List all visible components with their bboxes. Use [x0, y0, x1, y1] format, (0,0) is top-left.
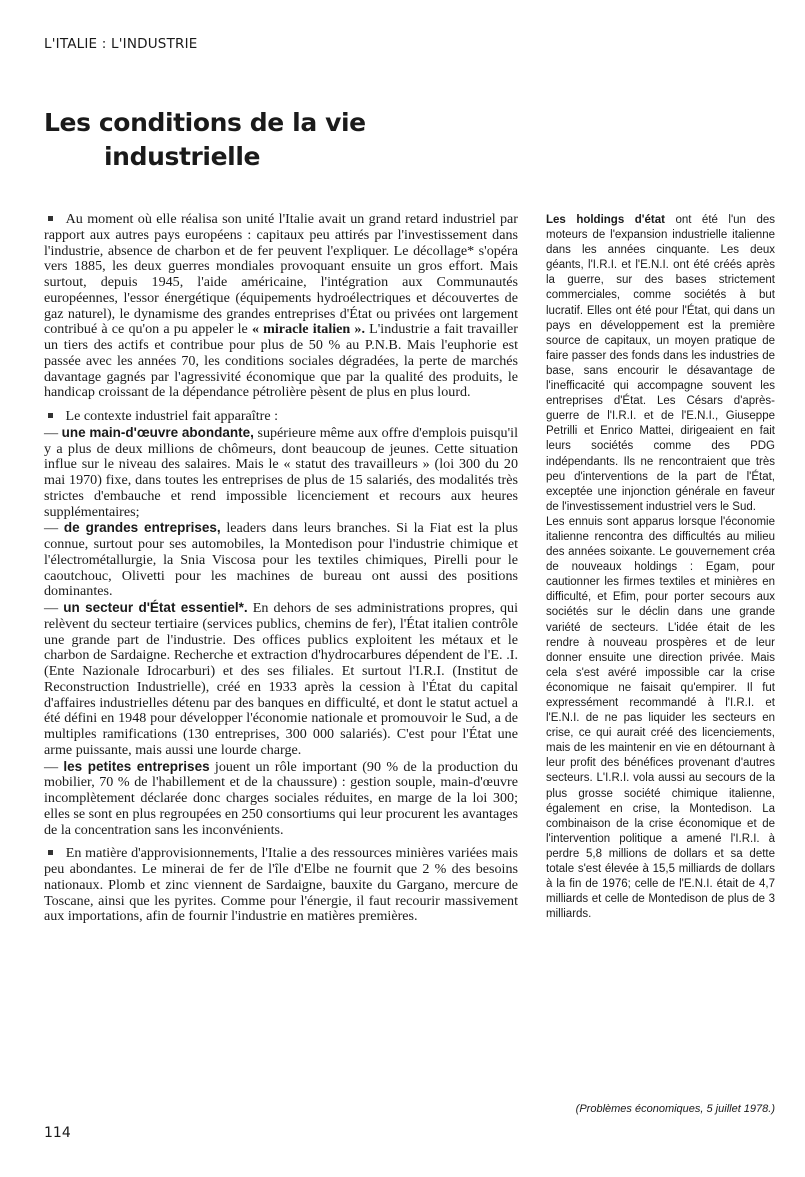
item-large-companies-text: leaders dans leurs branches. Si la Fiat est la plus connue, surtout pour ses automobiles, la Montedison pour l'industrie chimique et l'électrométallurgie, la Snia Viscosa pour les textiles chimiques, Pirelli pour le caoutchouc, Olivetti pour les machines de bureau ont aussi des positions dominantes. — [44, 520, 518, 600]
sidebar-column — [546, 213, 775, 922]
sidebar-paragraph-1-text: ont été l'un des moteurs de l'expansion industrielle italienne dans les années cinquante. Les deux géants, l'I.R.I. et l'E.N.I. ont été créés après la guerre, sur des bases strictement commerciales, comme sociétés à but lucratif. Elles ont été pour l'État, qui dans un pays en développement est la première source de capitaux, un moyen pratique de faire passer des fonds dans les industries de base, sans encourir le désavantage de l'inefficacité qui accompagne souvent les entreprises d'État. Les Césars d'après-guerre de l'I.R.I. et de l'E.N.I., Giuseppe Petrilli et Enrico Mattei, dirigeaient en fait leurs sociétés comme des PDG indépendants. Ils ne rencontraient que très peu d'interventions de la part de l'État, exceptée une injonction générale en faveur de l'investissement industriel vers le Sud. — [546, 214, 775, 513]
source-citation: (Problèmes économiques, 5 juillet 1978.) — [575, 1103, 775, 1115]
section-header: L'ITALIE : L'INDUSTRIE — [44, 36, 198, 52]
bullet-square-icon — [48, 850, 53, 855]
paragraph-intro-text: Au moment où elle réalisa son unité l'Italie avait un grand retard industriel par rapport aux autres pays européens : capitaux peu attirés par l'investissement dans l'industrie, absence de charbon et de fer peuvent l'expliquer. Le décollage* s'opéra vers 1885, les deux guerres mondiales provoquant ensuite un gros effort. Mais surtout, depuis 1945, l'aide américaine, l'intégration aux Communautés européennes, l'essor énergétique (équipements hydroélectriques et découvertes de gaz naturel), le dynamisme des grandes entreprises d'État ou privées ont largement contribué à ce qu'on a pu appeler le — [44, 211, 519, 338]
item-small-companies: — les petites entreprises jouent un rôle important (90 % de la production du mobilier, 70 % de l'habillement et de la chaussure) : gestion souple, main-d'œuvre incomplètement déclarée donc charges sociales réduites, en marge de la loi 300; elles se sont en plus regroupées en 250 consortiums qui leur procurent les avantages de la concentration sans les inconvénients. — [44, 758, 518, 838]
page-title — [44, 106, 366, 174]
item-state-sector-head: un secteur d'État essentiel*. — [63, 600, 248, 615]
item-small-companies-text: jouent un rôle important (90 % de la production du mobilier, 70 % de l'habillement et de la chaussure) : gestion souple, main-d'œuvre incomplètement déclarée donc charges sociales réduites, en marge de la loi 300; elles se sont en plus regroupées en 250 consortiums qui leur procurent les avantages de la concentration sans les inconvénients. — [44, 758, 518, 838]
sidebar-paragraph-1 — [546, 213, 775, 515]
sidebar-paragraph-2: Les ennuis sont apparus lorsque l'économie italienne rencontra des difficultés au milieu des années soixante. Le gouvernement créa de nouveaux holdings : Egam, pour cautionner les firmes textiles et minières en difficulté, et Efim, pour porter secours aux sociétés sur le déclin dans une grande variété de secteurs. L'idée était de les rendre à nouveau prospères et de leur donner ensuite une direction privée. Mais cela s'est avéré impossible car la crise économique ne faisait qu'empirer. Il fut expressément recommandé à l'I.R.I. et l'E.N.I. de ne pas liquider les secteurs en crise, ce qui aurait créé des licenciements, mais de les maintenir en vie en détournant à leur profit des bénéfices provenant d'autres secteurs. L'I.R.I. vola aussi au secours de la plus grosse société chimique italienne, également en crise, la Montedison. La combinaison de la crise économique et de l'intervention politique a amené l'I.R.I. à perdre 5,8 millions de dollars et sa dette totale s'est élevée à 15,5 milliards de dollars à la fin de 1976; celle de l'E.N.I. était de 4,7 milliards et celle de Montedison de plus de 3 milliards. — [546, 515, 775, 921]
paragraph-intro-end: L'industrie a fait travailler un tiers des actifs et contribue pour plus de 50 % au P.N.B. Mais l'euphorie est passée avec les années 70, les conditions sociales dégradées, la perte de marchés davantage gagnés par l'agressivité économique que par la qualité des produits, le handicap croissant de la dépendance pétrolière pèsent de plus en plus lourd. — [44, 321, 518, 401]
main-text-column — [44, 212, 518, 933]
item-workforce: — une main-d'œuvre abondante, supérieure même aux offre d'emplois puisqu'il y a plus de deux millions de chômeurs, dont beaucoup de jeunes. Cette situation influe sur le niveau des salaires. Mais le « statut des travailleurs » (loi 300 du 20 mai 1970) fixe, dans toutes les entreprises de plus de 15 salariés, des modalités très strictes d'embauche et rend impossible licenciement et recours aux heures supplémentaires; — [44, 424, 518, 520]
paragraph-resources-text: En matière d'approvisionnements, l'Italie a des ressources minières variées mais peu abondantes. Le minerai de fer de l'île d'Elbe ne fournit que 2 % des besoins nationaux. Plomb et zinc viennent de Sardaigne, bauxite du Gargano, mercure de Toscane, ainsi que les pyrites. Comme pour l'énergie, il faut recourir massivement aux importations, afin de fournir l'industrie en matières premières. — [44, 845, 518, 925]
paragraph-resources — [44, 846, 518, 925]
page-number: 114 — [44, 1125, 71, 1141]
item-large-companies: — de grandes entreprises, leaders dans leurs branches. Si la Fiat est la plus connue, surtout pour ses automobiles, la Montedison pour l'industrie chimique et l'électrométallurgie, la Snia Viscosa pour les textiles chimiques, Pirelli pour le caoutchouc, Olivetti pour les machines de bureau ont aussi des positions dominantes. — [44, 520, 518, 600]
paragraph-intro — [44, 212, 518, 401]
item-small-companies-head: les petites entreprises — [63, 758, 210, 774]
title-line-2: industrielle — [104, 142, 261, 171]
sidebar-heading: Les holdings d'état — [546, 214, 665, 226]
context-intro: Le contexte industriel fait apparaître : — [65, 408, 279, 424]
item-workforce-head: une main-d'œuvre abondante, — [61, 424, 254, 440]
title-line-1: Les conditions de la vie — [44, 108, 366, 137]
bullet-square-icon — [48, 413, 53, 418]
item-workforce-text: supérieure même aux offre d'emplois puisqu'il y a plus de deux millions de chômeurs, dont beaucoup de jeunes. Cette situation influe sur le niveau des salaires. Mais le « statut des travailleurs » (loi 300 du 20 mai 1970) fixe, dans toutes les entreprises de plus de 15 salariés, des modalités très strictes d'embauche et rend impossible licenciement et recours aux heures supplémentaires; — [44, 424, 518, 520]
miracle-italien-term: « miracle italien ». — [251, 321, 365, 338]
paragraph-context — [44, 409, 518, 838]
item-large-companies-head: de grandes entreprises, — [63, 520, 221, 536]
item-state-sector-text: En dehors de ses administrations propres, qui relèvent du secteur tertiaire (services publics, chemins de fer), l'État italien contrôle une grande part de l'industrie. Des offices publics exploitent les métaux et le charbon de Sardaigne. Recherche et extraction d'hydrocarbures dépendent de l'E. .I. (Ente Nazionale Idrocarburi) et des ses filiales. Et surtout l'I.R.I. (Institut de Reconstruction Industrielle), créé en 1933 après la cession à l'État du capital d'affaires industrielles détenu par des banques en difficulté, et dont le statut actuel a été défini en 1948 pour développer l'économie nationale et promouvoir le Sud, a de multiples ramifications (130 entreprises, 300 000 salariés). C'est pour l'État une arme puissante, mais aussi une lourde charge. — [44, 600, 518, 758]
item-state-sector: — un secteur d'État essentiel*. En dehors de ses administrations propres, qui relèvent du secteur tertiaire (services publics, chemins de fer), l'État italien contrôle une grande part de l'industrie. Des offices publics exploitent les métaux et le charbon de Sardaigne. Recherche et extraction d'hydrocarbures dépendent de l'E. .I. (Ente Nazionale Idrocarburi) et des ses filiales. Et surtout l'I.R.I. (Institut de Reconstruction Industrielle), créé en 1933 après la cession à l'État du capital d'affaires industrielles détenu par des banques en difficulté, et dont le statut actuel a été défini en 1948 pour développer l'économie nationale et promouvoir le Sud, a de multiples ramifications (130 entreprises, 300 000 salariés). C'est pour l'État une arme puissante, mais aussi une lourde charge. — [44, 600, 518, 758]
bullet-square-icon — [48, 216, 53, 221]
